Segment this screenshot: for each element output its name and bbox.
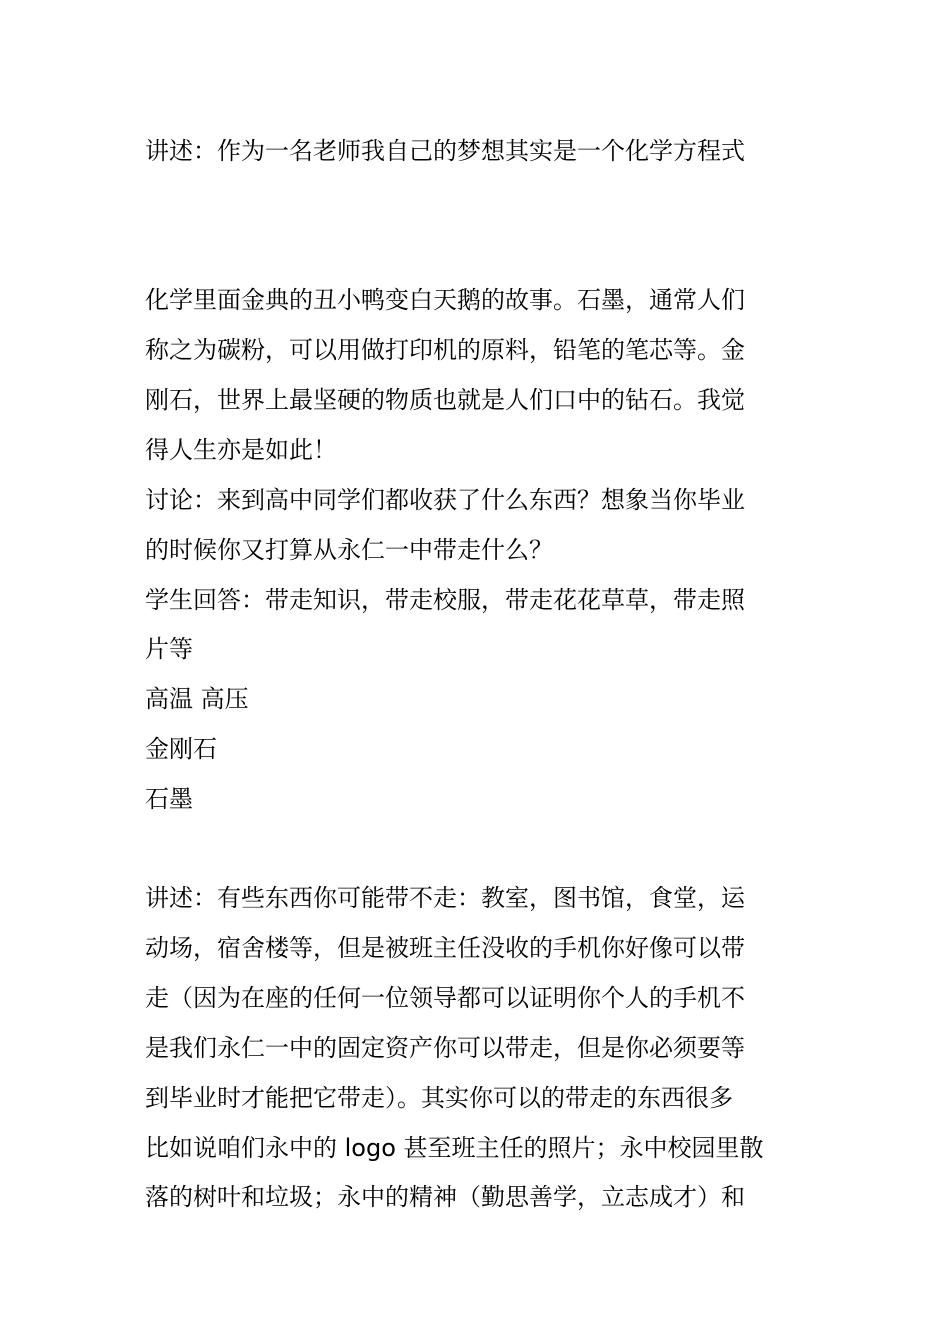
text-line: 讨论：来到高中同学们都收获了什么东西？想象当你毕业 (145, 486, 745, 514)
text-line: 是我们永仁一中的固定资产你可以带走，但是你必须要等 (145, 1034, 745, 1062)
text-line: 得人生亦是如此！ (145, 436, 337, 464)
text-line: 金刚石 (145, 735, 217, 763)
text-line: 称之为碳粉，可以用做打印机的原料，铅笔的笔芯等。金 (145, 336, 745, 364)
text-line: 走（因为在座的任何一位领导都可以证明你个人的手机不 (145, 984, 745, 1012)
text-line: 讲述：有些东西你可能带不走：教室，图书馆，食堂，运 (145, 884, 745, 912)
text-line: 落的树叶和垃圾；永中的精神（勤思善学，立志成才）和 (145, 1183, 745, 1211)
text-line: 动场，宿舍楼等，但是被班主任没收的手机你好像可以带 (145, 934, 745, 962)
text-line: 学生回答：带走知识，带走校服，带走花花草草，带走照 (145, 586, 745, 614)
text-line: 石墨 (145, 785, 193, 813)
text-line: 到毕业时才能把它带走）。其实你可以的带走的东西很多 (145, 1084, 733, 1112)
text-line: 高温 高压 (145, 685, 249, 713)
text-line: 刚石，世界上最坚硬的物质也就是人们口中的钻石。我觉 (145, 386, 745, 414)
text-line: 的时候你又打算从永仁一中带走什么？ (145, 536, 553, 564)
text-line: 比如说咱们永中的 logo 甚至班主任的照片；永中校园里散 (145, 1134, 764, 1162)
text-line: 片等 (145, 635, 193, 663)
text-line: 化学里面金典的丑小鸭变白天鹅的故事。石墨，通常人们 (145, 286, 745, 314)
text-line: 讲述：作为一名老师我自己的梦想其实是一个化学方程式 (145, 137, 745, 165)
